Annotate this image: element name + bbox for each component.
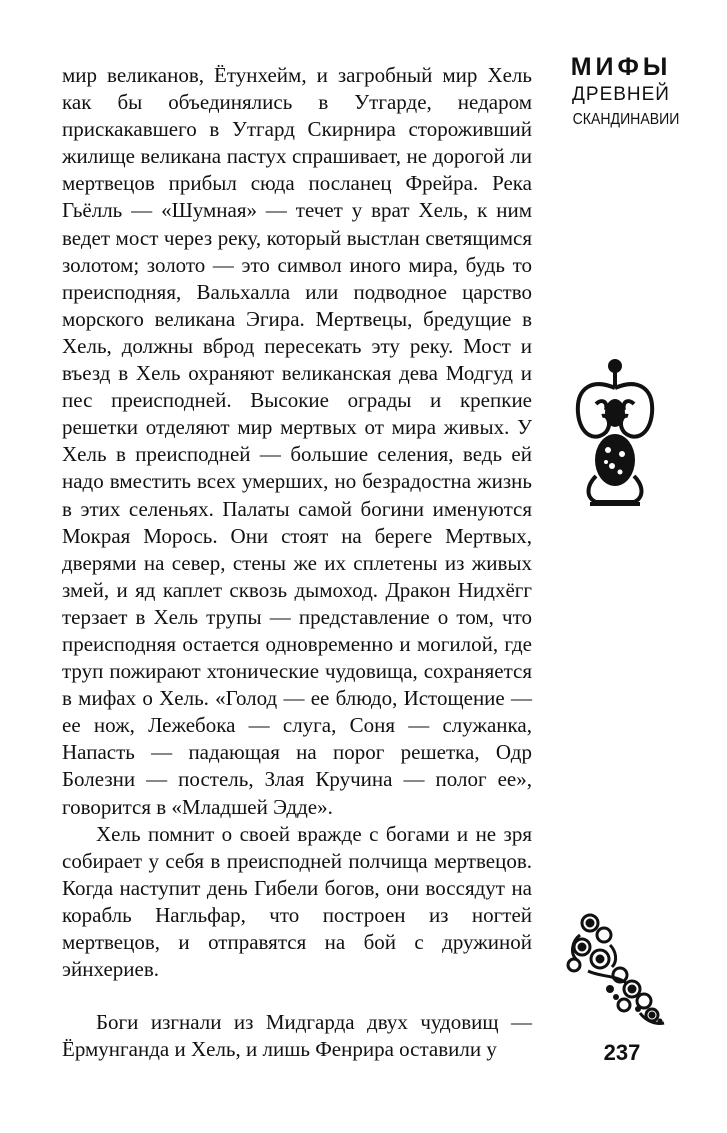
running-header [566,52,680,132]
paragraph: мир великанов, Ётунхейм, и загробный мир Хель как бы объединялись в Утгарде, недаром прискакавшего в Утгард Скирнира стороживший жилище великана пастух спрашивает, не дорогой ли мертвецов прибыл сюда посланец Фрейра. Река Гьёлль — «Шумная» — течет у врат Хель, к ним ведет мост через реку, который выстлан светящимся золотом; золото — это символ иного мира, будь то преисподняя, Вальхалла или подводное царство морского великана Эгира. Мертвецы, бредущие в Хель, должны вброд пересекать эту реку. Мост и въезд в Хель охраняют великанская дева Модгуд и пес преисподней. Высокие ограды и крепкие решетки отделяют мир мертвых от мира живых. У Хель в преисподней — большие селения, ведь ей надо вместить всех умерших, но безрадостна жизнь в этих селеньях. Палаты самой богини именуются Мокрая Морось. Они стоят на берегe Мертвых, дверями на север, стены же их сплетены из живых змей, и яд каплет сквозь дымоход. Дракон Нидхёгг терзает в Хель трупы — представление о том, что преисподняя остается одновременно и могилой, где труп пожирают хтонические чудовища, сохраняется в мифах о Хель. «Голод — ее блюдо, Истощение — ее нож, Лежебока — слуга, Соня — служанка, Напасть — падающая на порог решетка, Одр Болезни — постель, Злая Кручина — полог ее», говорится в «Младшей Эдде». [62,63,532,819]
paragraph: Боги изгнали из Мидгарда двух чудовищ — Ёрмунганда и Хель, и лишь Фенрира оставили у [62,1010,532,1062]
viking-amulet-ornament-icon [572,358,658,510]
page-number: 237 [603,1040,641,1065]
paragraph: Хель помнит о своей вражде с богами и не зря собирает у себя в преисподней полчища мертвецов. Когда наступит день Гибели богов, они воссядут на корабль Нагльфар, что построен из ногтей мертвецов, и отправятся на бой с дружиной эйнхериев. [62,821,532,982]
running-header-title: МИФЫ [570,53,672,81]
running-header-subtitle-2: СКАНДИНАВИИ [572,111,680,128]
running-header-subtitle: ДРЕВНЕЙ [572,84,670,105]
body-text [62,62,532,1063]
serpent-ornament-icon [560,905,670,1035]
